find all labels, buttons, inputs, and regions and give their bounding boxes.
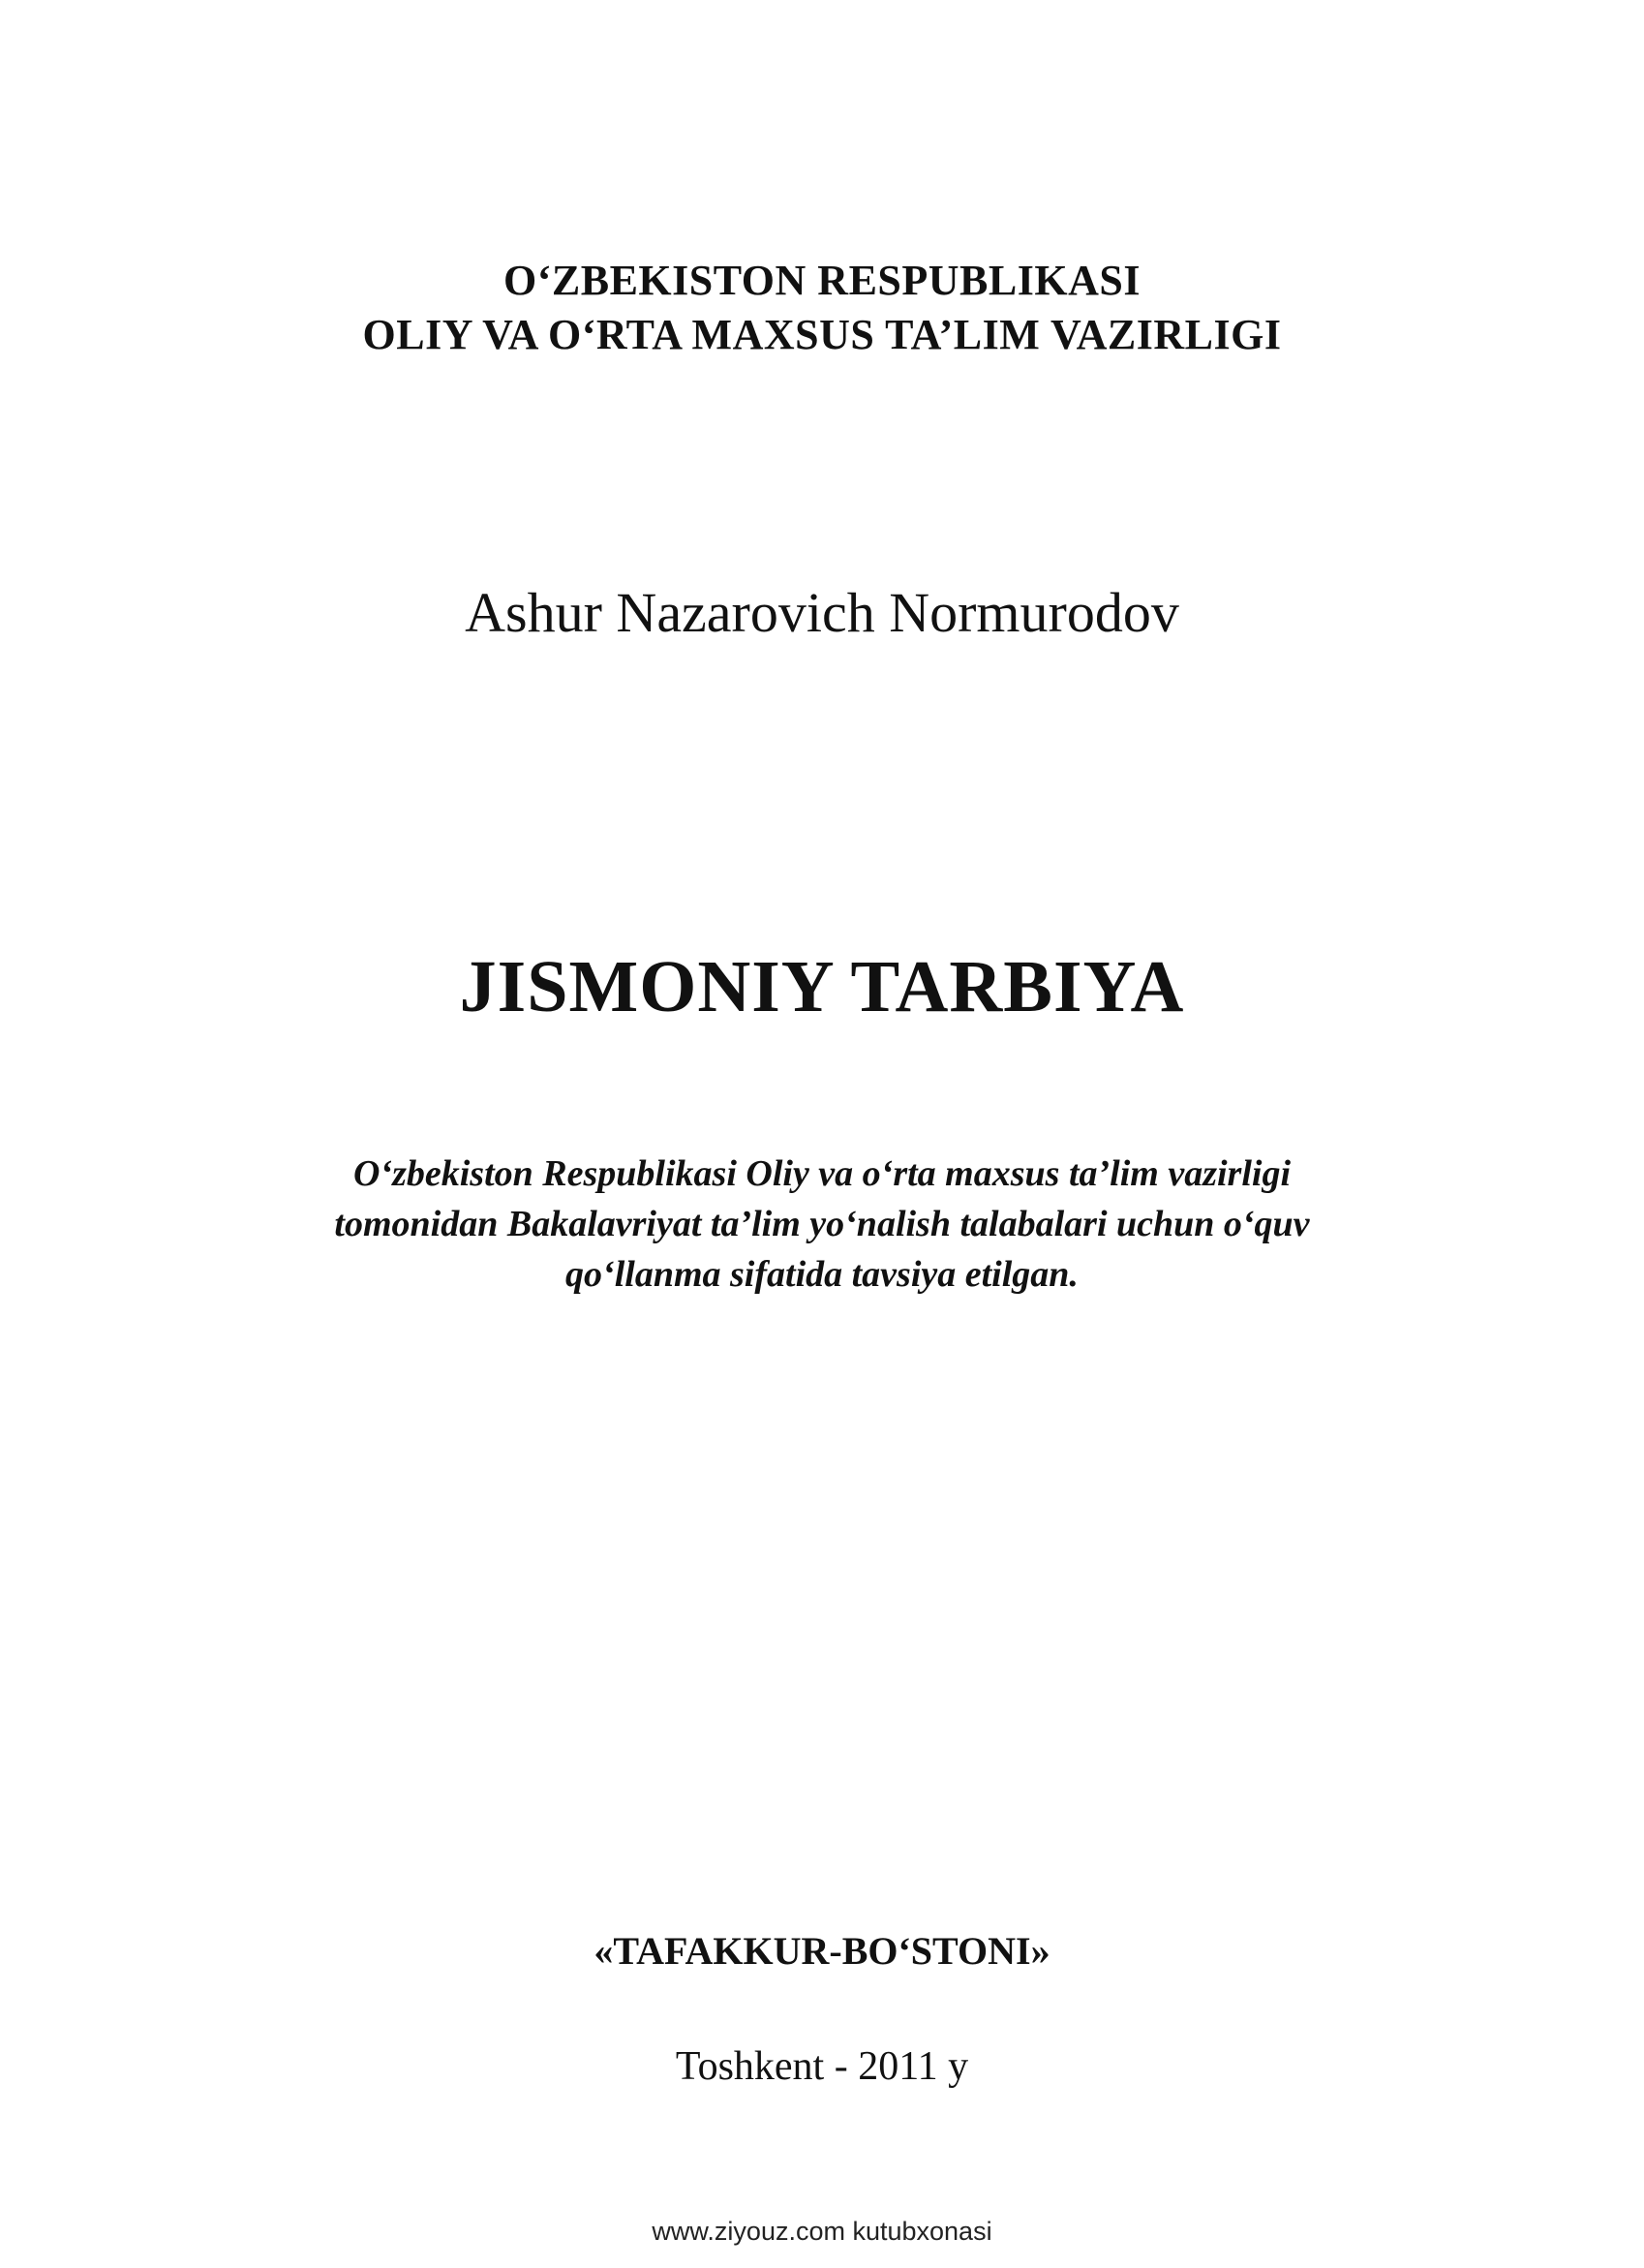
ministry-line-2: OLIY VA O‘RTA MAXSUS TA’LIM VAZIRLIGI bbox=[362, 311, 1282, 358]
approval-line-2: tomonidan Bakalavriyat ta’lim yo‘nalish talabalari uchun o‘quv bbox=[334, 1204, 1310, 1244]
place-and-year: Toshkent - 2011 y bbox=[675, 2044, 969, 2089]
approval-line-1: O‘zbekiston Respublikasi Oliy va o‘rta maxsus ta’lim vazirligi bbox=[353, 1153, 1291, 1194]
approval-line-3: qo‘llanma sifatida tavsiya etilgan. bbox=[565, 1254, 1079, 1295]
publisher-name: «TAFAKKUR-BO‘STONI» bbox=[594, 1929, 1050, 1973]
footer-source: www.ziyouz.com kutubxonasi bbox=[652, 2217, 992, 2246]
approval-note bbox=[0, 1149, 1644, 1300]
ministry-heading bbox=[0, 254, 1644, 362]
ministry-line-1: O‘ZBEKISTON RESPUBLIKASI bbox=[503, 257, 1141, 304]
author-name: Ashur Nazarovich Normurodov bbox=[465, 581, 1179, 644]
book-title: JISMONIY TARBIYA bbox=[459, 946, 1185, 1027]
